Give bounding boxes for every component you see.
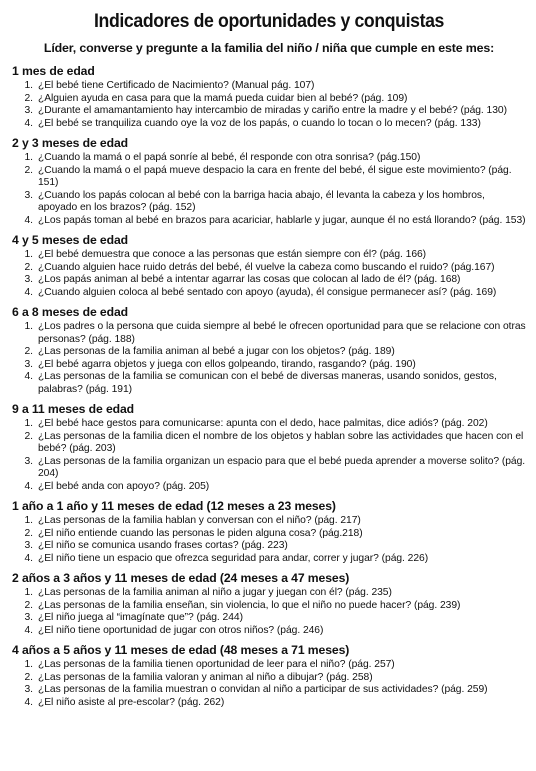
question-text: ¿El niño entiende cuando las personas le piden alguna cosa? (pág.218) <box>38 527 363 539</box>
question-item <box>12 553 526 566</box>
question-number: 1. <box>24 152 33 163</box>
section-heading: 9 a 11 meses de edad <box>12 402 134 416</box>
question-text: ¿El bebé agarra objetos y juega con ellos golpeando, tirando, rasgando? (pág. 190) <box>38 358 416 370</box>
question-list <box>12 659 526 709</box>
question-item <box>12 80 526 93</box>
question-number: 4. <box>24 371 33 382</box>
age-section <box>12 64 526 130</box>
question-item <box>12 262 526 275</box>
question-item <box>12 684 526 697</box>
question-number: 2. <box>24 164 33 176</box>
age-section <box>12 136 526 227</box>
question-item <box>12 612 526 625</box>
question-number: 3. <box>24 274 33 285</box>
question-item <box>12 152 526 165</box>
question-text: ¿Las personas de la familia dicen el nombre de los objetos y hablan sobre las actividades que hacen con el bebé? (pág. 203) <box>38 430 524 454</box>
question-list <box>12 249 526 299</box>
question-text: ¿El bebé anda con apoyo? (pág. 205) <box>38 480 210 492</box>
question-number: 1. <box>24 515 33 526</box>
question-item <box>12 165 526 190</box>
question-item <box>12 321 526 346</box>
page-subtitle: Líder, converse y pregunte a la familia del niño / niña que cumple en este mes: <box>43 41 495 55</box>
question-number: 3. <box>24 455 33 467</box>
question-item <box>12 431 526 456</box>
question-number: 2. <box>24 261 33 273</box>
question-list <box>12 152 526 227</box>
question-item <box>12 456 526 481</box>
question-item <box>12 287 526 300</box>
page-title: Indicadores de oportunidades y conquistas <box>94 11 444 32</box>
age-section <box>12 305 526 396</box>
question-text: ¿Cuando la mamá o el papá mueve despacio la cara en frente del bebé, él sigue este movimiento? (pág. 151) <box>38 164 512 188</box>
question-item <box>12 215 526 228</box>
section-heading: 6 a 8 meses de edad <box>12 305 128 319</box>
question-number: 2. <box>24 92 33 104</box>
question-item <box>12 418 526 431</box>
question-number: 3. <box>24 189 33 201</box>
age-section <box>12 402 526 493</box>
section-heading: 4 años a 5 años y 11 meses de edad (48 meses a 71 meses) <box>12 643 350 657</box>
question-text: ¿El bebé tiene Certificado de Nacimiento? (Manual pág. 107) <box>38 80 315 91</box>
question-number: 3. <box>24 684 33 695</box>
question-item <box>12 249 526 262</box>
question-number: 1. <box>24 418 33 429</box>
section-heading: 1 año a 1 año y 11 meses de edad (12 meses a 23 meses) <box>12 499 336 513</box>
question-item <box>12 346 526 359</box>
sections-container <box>12 64 526 709</box>
question-text: ¿Alguien ayuda en casa para que la mamá pueda cuidar bien al bebé? (pág. 109) <box>38 92 408 104</box>
question-number: 1. <box>24 321 33 332</box>
question-item <box>12 697 526 710</box>
question-text: ¿Los papás toman al bebé en brazos para acariciar, hablarle y jugar, aunque él no está llorando? (pág. 153) <box>38 214 526 226</box>
question-item <box>12 274 526 287</box>
age-section <box>12 571 526 637</box>
question-item <box>12 371 526 396</box>
question-text: ¿El niño se comunica usando frases cortas? (pág. 223) <box>38 540 288 551</box>
question-number: 4. <box>24 214 33 226</box>
question-text: ¿Cuando alguien coloca al bebé sentado con apoyo (ayuda), él consigue permanecer así? (pág. 169) <box>38 286 497 298</box>
question-number: 4. <box>24 117 33 129</box>
age-section <box>12 643 526 709</box>
question-item <box>12 515 526 528</box>
question-number: 2. <box>24 671 33 683</box>
question-item <box>12 600 526 613</box>
question-item <box>12 481 526 494</box>
question-item <box>12 587 526 600</box>
question-text: ¿Las personas de la familia animan al niño a jugar y juegan con él? (pág. 235) <box>38 587 392 598</box>
question-number: 1. <box>24 659 33 670</box>
question-text: ¿El niño asiste al pre-escolar? (pág. 262) <box>38 696 225 708</box>
question-number: 1. <box>24 80 33 91</box>
question-text: ¿Las personas de la familia se comunican con el bebé de diversas maneras, usando sonidos, gestos, palabras? (pág. 191) <box>38 371 497 395</box>
question-text: ¿Las personas de la familia organizan un espacio para que el bebé pueda aprender a moverse solito? (pág. 204) <box>38 455 526 479</box>
question-item <box>12 659 526 672</box>
question-list <box>12 80 526 130</box>
question-list <box>12 587 526 637</box>
question-text: ¿Cuando la mamá o el papá sonríe al bebé, él responde con otra sonrisa? (pág.150) <box>38 152 421 163</box>
question-text: ¿Las personas de la familia tienen oportunidad de leer para el niño? (pág. 257) <box>38 659 395 670</box>
question-number: 4. <box>24 696 33 708</box>
question-text: ¿Las personas de la familia enseñan, sin violencia, lo que el niño no puede hacer? (pág. 239) <box>38 599 461 611</box>
question-number: 2. <box>24 527 33 539</box>
section-heading: 2 y 3 meses de edad <box>12 136 128 150</box>
section-heading: 4 y 5 meses de edad <box>12 233 128 247</box>
age-section <box>12 233 526 299</box>
question-text: ¿Los padres o la persona que cuida siempre al bebé le ofrecen oportunidad para que se relacione con otras personas? (pág. 188) <box>38 321 526 345</box>
question-text: ¿Los papás animan al bebé a intentar agarrar las cosas que colocan al lado de él? (pág. 168) <box>38 274 461 285</box>
question-item <box>12 625 526 638</box>
question-number: 4. <box>24 480 33 492</box>
question-text: ¿Las personas de la familia animan al bebé a jugar con los objetos? (pág. 189) <box>38 346 395 357</box>
question-text: ¿El bebé hace gestos para comunicarse: apunta con el dedo, hace palmitas, dice adiós? (pág. 202) <box>38 418 488 429</box>
question-number: 1. <box>24 249 33 260</box>
question-item <box>12 528 526 541</box>
question-text: ¿El niño tiene un espacio que ofrezca seguridad para andar, correr y jugar? (pág. 226) <box>38 552 429 564</box>
question-list <box>12 321 526 396</box>
question-number: 2. <box>24 346 33 357</box>
section-heading: 1 mes de edad <box>12 64 95 78</box>
question-text: ¿El bebé se tranquiliza cuando oye la voz de los papás, o cuando lo tocan o lo mecen? (pág. 133) <box>38 117 481 129</box>
question-text: ¿Las personas de la familia hablan y conversan con el niño? (pág. 217) <box>38 515 361 526</box>
question-list <box>12 418 526 493</box>
question-number: 2. <box>24 599 33 611</box>
question-item <box>12 359 526 372</box>
question-number: 3. <box>24 358 33 370</box>
age-section <box>12 499 526 565</box>
question-item <box>12 93 526 106</box>
question-text: ¿El niño tiene oportunidad de jugar con otros niños? (pág. 246) <box>38 624 324 636</box>
question-text: ¿Las personas de la familia valoran y animan al niño a dibujar? (pág. 258) <box>38 671 373 683</box>
question-number: 3. <box>24 612 33 623</box>
question-text: ¿Las personas de la familia muestran o convidan al niño a participar de sus actividades? (pág. 259) <box>38 684 488 695</box>
question-item <box>12 105 526 118</box>
question-text: ¿Cuando los papás colocan al bebé con la barriga hacia abajo, él levanta la cabeza y los hombros, apoyado en los brazos? (pág. 152) <box>38 189 485 213</box>
question-text: ¿El niño juega al “imagínate que”? (pág. 244) <box>38 612 243 623</box>
question-number: 3. <box>24 105 33 116</box>
question-text: ¿Durante el amamantamiento hay intercambio de miradas y cariño entre la madre y el bebé? (pág. 130) <box>38 105 507 116</box>
question-text: ¿Cuando alguien hace ruido detrás del bebé, él vuelve la cabeza como buscando el ruido? (pág.167) <box>38 261 495 273</box>
question-number: 4. <box>24 286 33 298</box>
question-item <box>12 672 526 685</box>
question-number: 4. <box>24 552 33 564</box>
question-item <box>12 190 526 215</box>
question-number: 2. <box>24 430 33 442</box>
section-heading: 2 años a 3 años y 11 meses de edad (24 meses a 47 meses) <box>12 571 350 585</box>
question-item <box>12 118 526 131</box>
question-list <box>12 515 526 565</box>
question-item <box>12 540 526 553</box>
question-number: 1. <box>24 587 33 598</box>
question-number: 3. <box>24 540 33 551</box>
question-text: ¿El bebé demuestra que conoce a las personas que están siempre con él? (pág. 166) <box>38 249 427 260</box>
question-number: 4. <box>24 624 33 636</box>
